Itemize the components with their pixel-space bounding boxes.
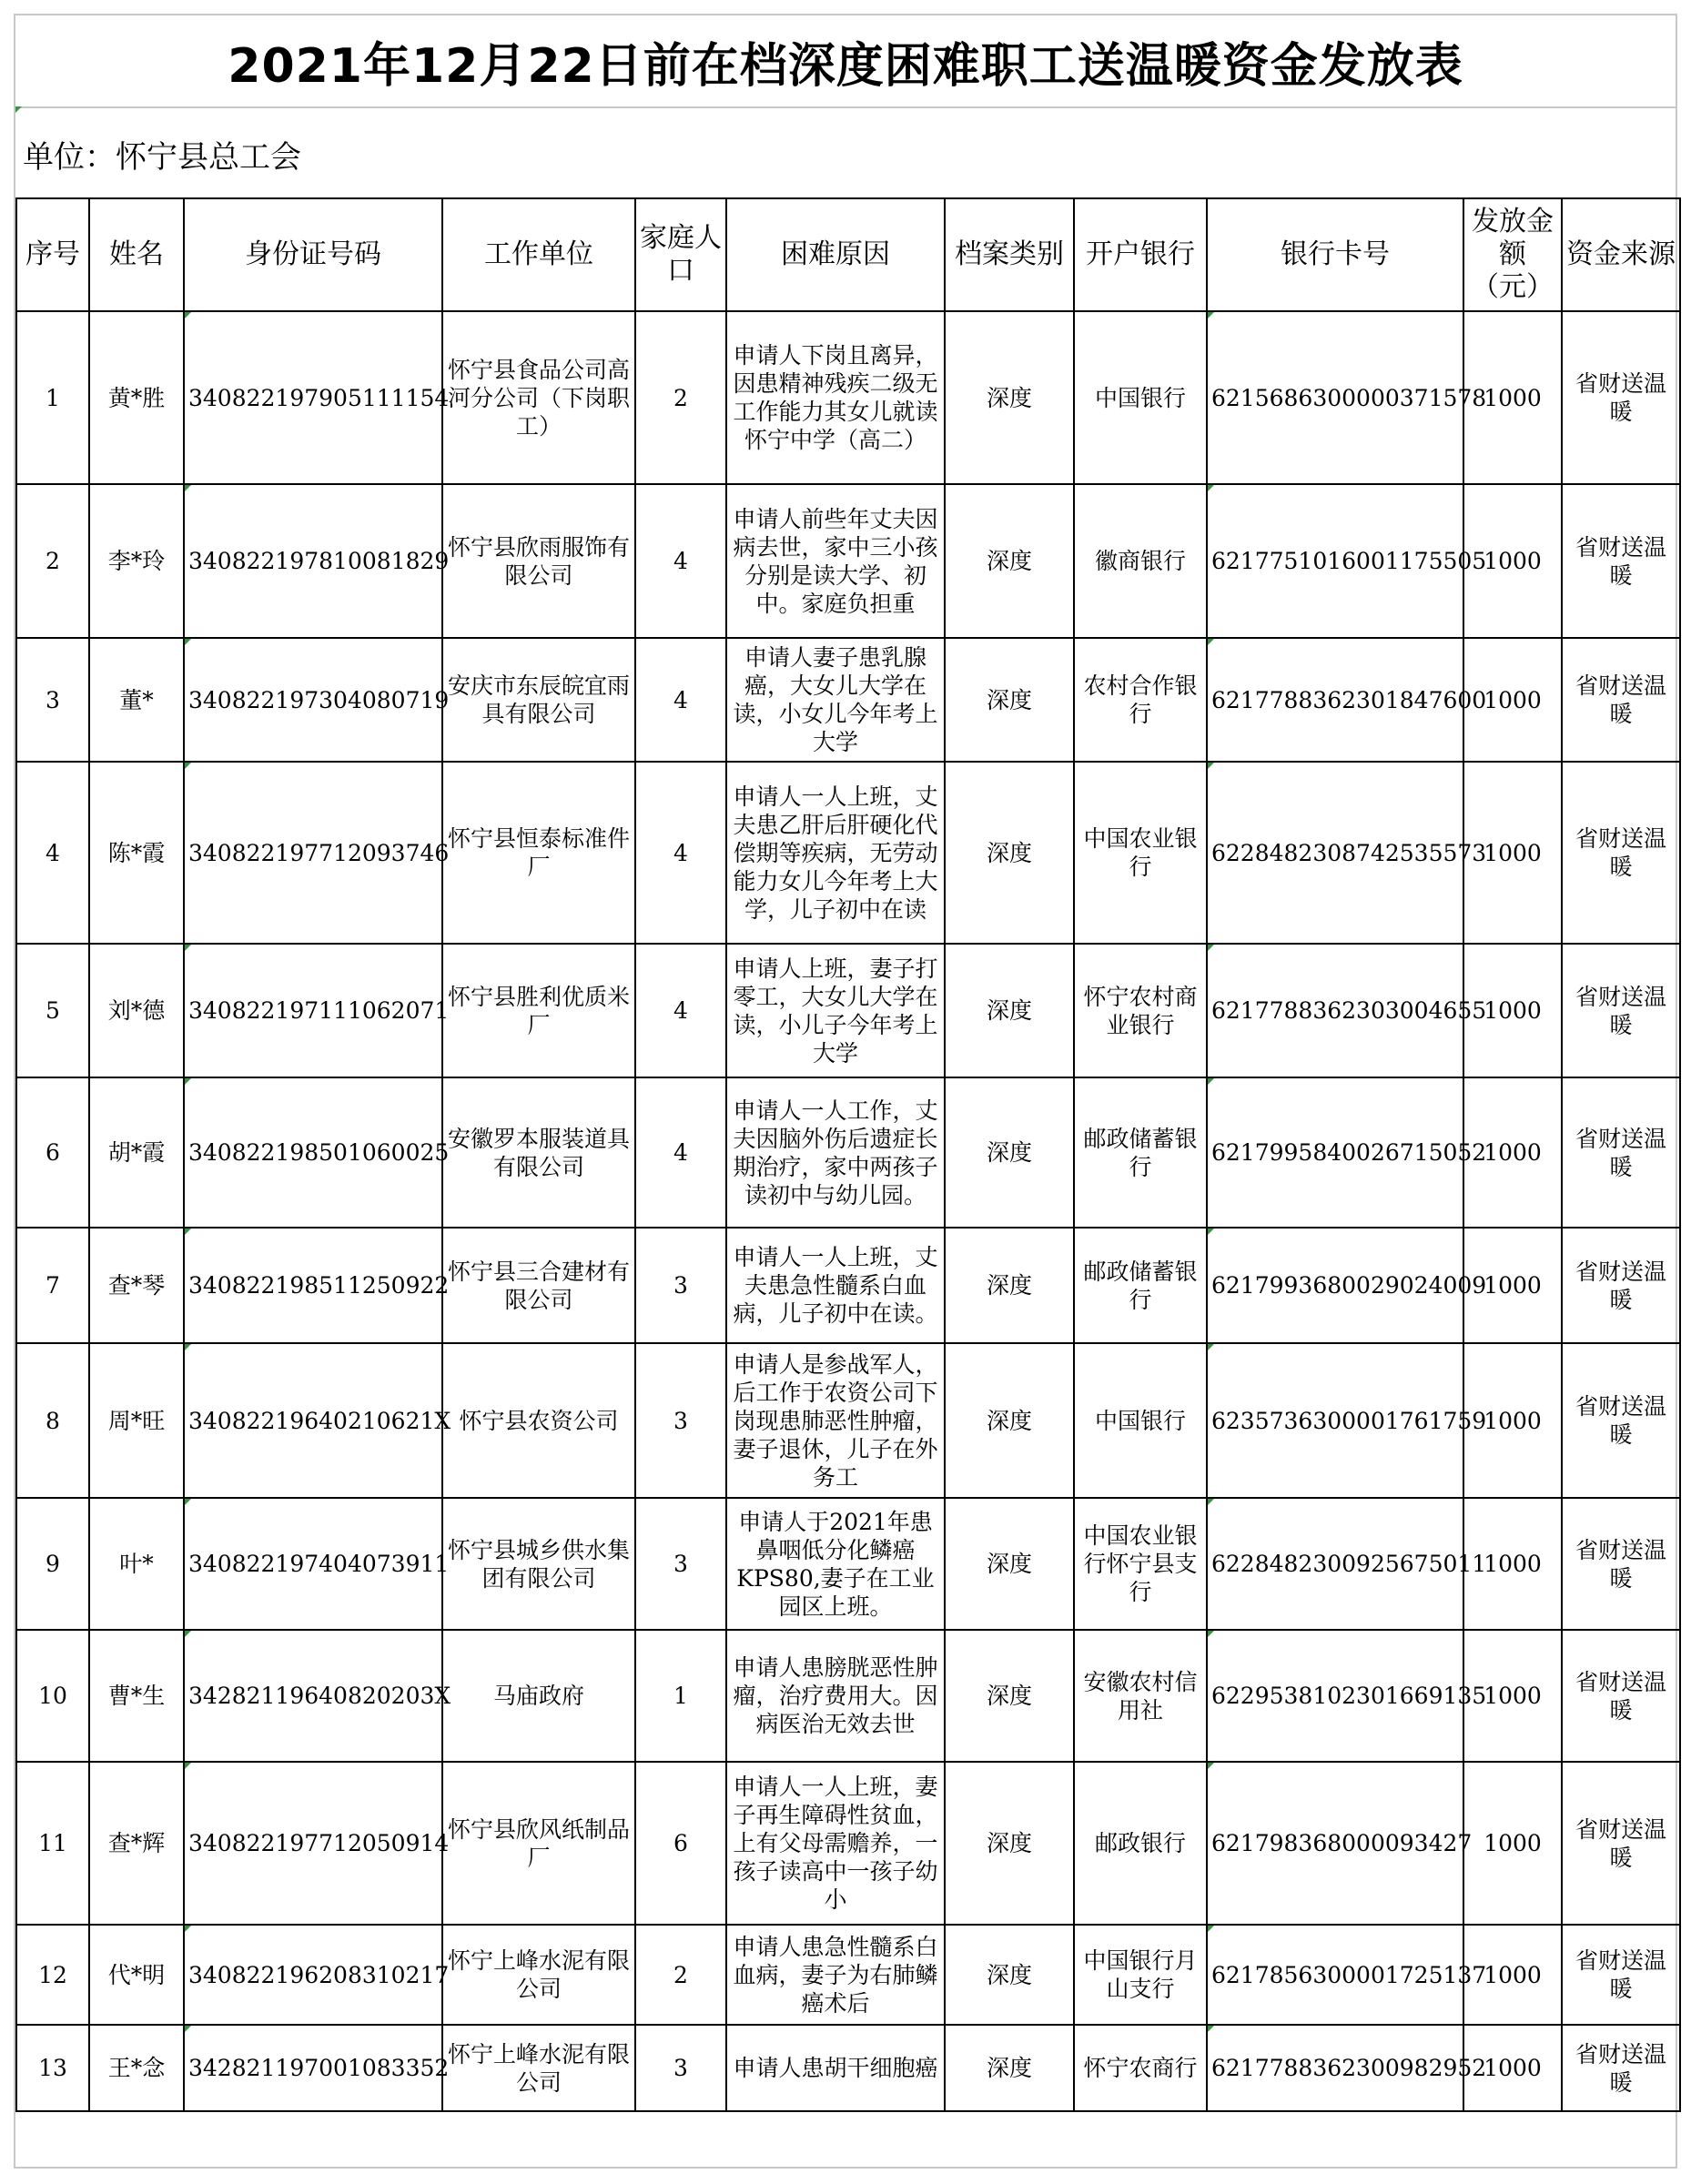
header-work-unit: 工作单位 — [442, 198, 635, 311]
table-row — [16, 1343, 1680, 1498]
cell-source: 省财送温暖 — [1562, 762, 1680, 944]
cell-index: 12 — [16, 1925, 89, 2025]
cell-card-number: 6217993680029024009 — [1207, 1228, 1463, 1343]
cell-card-number: 621798368000093427 — [1207, 1762, 1463, 1925]
cell-bank: 中国银行月山支行 — [1074, 1925, 1207, 2025]
cell-index: 13 — [16, 2025, 89, 2111]
cell-index: 1 — [16, 311, 89, 484]
cell-amount: 1000 — [1463, 1077, 1562, 1228]
cell-source: 省财送温暖 — [1562, 1077, 1680, 1228]
cell-work-unit: 怀宁上峰水泥有限公司 — [442, 2025, 635, 2111]
cell-work-unit: 怀宁县食品公司高河分公司（下岗职工） — [442, 311, 635, 484]
cell-bank: 怀宁农商行 — [1074, 2025, 1207, 2111]
cell-family-size: 4 — [635, 762, 726, 944]
cell-name: 叶* — [89, 1498, 184, 1630]
cell-reason: 申请人一人工作，丈夫因脑外伤后遗症长期治疗，家中两孩子读初中与幼儿园。 — [726, 1077, 945, 1228]
cell-id-number: 340822197404073911 — [184, 1498, 442, 1630]
cell-amount: 1000 — [1463, 2025, 1562, 2111]
cell-family-size: 3 — [635, 1228, 726, 1343]
cell-amount: 1000 — [1463, 638, 1562, 762]
cell-source: 省财送温暖 — [1562, 1762, 1680, 1925]
header-id-number: 身份证号码 — [184, 198, 442, 311]
header-name: 姓名 — [89, 198, 184, 311]
cell-index: 5 — [16, 944, 89, 1077]
cell-family-size: 3 — [635, 1498, 726, 1630]
table-row — [16, 311, 1680, 484]
cell-work-unit: 怀宁县胜利优质米厂 — [442, 944, 635, 1077]
cell-amount: 1000 — [1463, 484, 1562, 638]
cell-category: 深度 — [945, 944, 1074, 1077]
cell-name: 李*玲 — [89, 484, 184, 638]
table-row — [16, 1630, 1680, 1762]
document-sheet — [14, 14, 1677, 2169]
cell-reason: 申请人患膀胱恶性肿瘤，治疗费用大。因病医治无效去世 — [726, 1630, 945, 1762]
cell-name: 查*辉 — [89, 1762, 184, 1925]
cell-id-number: 340822197712050914 — [184, 1762, 442, 1925]
cell-family-size: 1 — [635, 1630, 726, 1762]
cell-reason: 申请人上班，妻子打零工，大女儿大学在读，小儿子今年考上大学 — [726, 944, 945, 1077]
cell-index: 9 — [16, 1498, 89, 1630]
cell-card-number: 6217995840026715052 — [1207, 1077, 1463, 1228]
cell-reason: 申请人一人上班，妻子再生障碍性贫血，上有父母需赡养，一孩子读高中一孩子幼小 — [726, 1762, 945, 1925]
cell-category: 深度 — [945, 1498, 1074, 1630]
header-family-size: 家庭人口 — [635, 198, 726, 311]
table-row — [16, 484, 1680, 638]
header-source: 资金来源 — [1562, 198, 1680, 311]
cell-name: 黄*胜 — [89, 311, 184, 484]
cell-work-unit: 怀宁县农资公司 — [442, 1343, 635, 1498]
cell-work-unit: 怀宁县恒泰标准件厂 — [442, 762, 635, 944]
header-bank: 开户银行 — [1074, 198, 1207, 311]
cell-card-number: 6217856300001725137 — [1207, 1925, 1463, 2025]
cell-work-unit: 安庆市东辰皖宜雨具有限公司 — [442, 638, 635, 762]
cell-family-size: 4 — [635, 1077, 726, 1228]
cell-card-number: 6229538102301669135 — [1207, 1630, 1463, 1762]
cell-id-number: 34082219640210621X — [184, 1343, 442, 1498]
cell-family-size: 2 — [635, 1925, 726, 2025]
cell-id-number: 340822198511250922 — [184, 1228, 442, 1343]
table-row — [16, 2025, 1680, 2111]
cell-category: 深度 — [945, 1925, 1074, 2025]
cell-family-size: 4 — [635, 638, 726, 762]
cell-bank: 中国银行 — [1074, 311, 1207, 484]
cell-source: 省财送温暖 — [1562, 1228, 1680, 1343]
cell-work-unit: 怀宁县三合建材有限公司 — [442, 1228, 635, 1343]
cell-source: 省财送温暖 — [1562, 1630, 1680, 1762]
header-amount: 发放金额（元） — [1463, 198, 1562, 311]
cell-source: 省财送温暖 — [1562, 2025, 1680, 2111]
table-row — [16, 1077, 1680, 1228]
cell-bank: 安徽农村信用社 — [1074, 1630, 1207, 1762]
cell-category: 深度 — [945, 1630, 1074, 1762]
cell-amount: 1000 — [1463, 944, 1562, 1077]
cell-family-size: 2 — [635, 311, 726, 484]
cell-reason: 申请人患急性髓系白血病，妻子为右肺鳞癌术后 — [726, 1925, 945, 2025]
cell-source: 省财送温暖 — [1562, 638, 1680, 762]
header-reason: 困难原因 — [726, 198, 945, 311]
cell-reason: 申请人一人上班，丈夫患乙肝后肝硬化代偿期等疾病，无劳动能力女儿今年考上大学，儿子初中在读 — [726, 762, 945, 944]
cell-category: 深度 — [945, 484, 1074, 638]
cell-card-number: 6215686300000371578 — [1207, 311, 1463, 484]
cell-card-number: 6235736300001761759 — [1207, 1343, 1463, 1498]
header-card-number: 银行卡号 — [1207, 198, 1463, 311]
cell-category: 深度 — [945, 1228, 1074, 1343]
cell-name: 曹*生 — [89, 1630, 184, 1762]
cell-category: 深度 — [945, 2025, 1074, 2111]
cell-work-unit: 怀宁上峰水泥有限公司 — [442, 1925, 635, 2025]
cell-bank: 中国农业银行 — [1074, 762, 1207, 944]
cell-index: 7 — [16, 1228, 89, 1343]
cell-name: 胡*霞 — [89, 1077, 184, 1228]
cell-family-size: 3 — [635, 1343, 726, 1498]
cell-source: 省财送温暖 — [1562, 944, 1680, 1077]
cell-index: 10 — [16, 1630, 89, 1762]
cell-category: 深度 — [945, 311, 1074, 484]
cell-category: 深度 — [945, 762, 1074, 944]
document-title: 2021年12月22日前在档深度困难职工送温暖资金发放表 — [15, 15, 1676, 108]
cell-category: 深度 — [945, 1762, 1074, 1925]
table-row — [16, 1762, 1680, 1925]
cell-card-number: 6228482308742535573 — [1207, 762, 1463, 944]
cell-family-size: 6 — [635, 1762, 726, 1925]
cell-work-unit: 马庙政府 — [442, 1630, 635, 1762]
cell-bank: 邮政银行 — [1074, 1762, 1207, 1925]
header-index: 序号 — [16, 198, 89, 311]
cell-id-number: 342821197001083352 — [184, 2025, 442, 2111]
cell-category: 深度 — [945, 1343, 1074, 1498]
table-row — [16, 638, 1680, 762]
cell-amount: 1000 — [1463, 311, 1562, 484]
cell-card-number: 6217788362303004655 — [1207, 944, 1463, 1077]
cell-name: 查*琴 — [89, 1228, 184, 1343]
table-row — [16, 1498, 1680, 1630]
cell-index: 8 — [16, 1343, 89, 1498]
cell-reason: 申请人患胡干细胞癌 — [726, 2025, 945, 2111]
cell-work-unit: 怀宁县城乡供水集团有限公司 — [442, 1498, 635, 1630]
cell-reason: 申请人是参战军人，后工作于农资公司下岗现患肺恶性肿瘤，妻子退休，儿子在外务工 — [726, 1343, 945, 1498]
cell-marker — [15, 106, 22, 113]
unit-label: 单位：怀宁县总工会 — [23, 139, 301, 176]
cell-id-number: 340822197810081829 — [184, 484, 442, 638]
cell-index: 6 — [16, 1077, 89, 1228]
cell-bank: 中国银行 — [1074, 1343, 1207, 1498]
cell-bank: 农村合作银行 — [1074, 638, 1207, 762]
cell-family-size: 4 — [635, 944, 726, 1077]
cell-work-unit: 怀宁县欣风纸制品厂 — [442, 1762, 635, 1925]
cell-amount: 1000 — [1463, 1925, 1562, 2025]
cell-index: 2 — [16, 484, 89, 638]
cell-id-number: 340822197905111154 — [184, 311, 442, 484]
cell-index: 11 — [16, 1762, 89, 1925]
cell-category: 深度 — [945, 638, 1074, 762]
cell-index: 4 — [16, 762, 89, 944]
header-row — [16, 198, 1680, 311]
cell-reason: 申请人下岗且离异，因患精神残疾二级无工作能力其女儿就读怀宁中学（高二） — [726, 311, 945, 484]
cell-bank: 徽商银行 — [1074, 484, 1207, 638]
cell-source: 省财送温暖 — [1562, 1343, 1680, 1498]
cell-source: 省财送温暖 — [1562, 1498, 1680, 1630]
cell-bank: 怀宁农村商业银行 — [1074, 944, 1207, 1077]
cell-amount: 1000 — [1463, 1498, 1562, 1630]
cell-amount: 1000 — [1463, 1343, 1562, 1498]
cell-id-number: 340822198501060025 — [184, 1077, 442, 1228]
cell-source: 省财送温暖 — [1562, 484, 1680, 638]
cell-source: 省财送温暖 — [1562, 1925, 1680, 2025]
cell-bank: 邮政储蓄银行 — [1074, 1228, 1207, 1343]
cell-id-number: 340822197712093746 — [184, 762, 442, 944]
cell-family-size: 4 — [635, 484, 726, 638]
cell-name: 刘*德 — [89, 944, 184, 1077]
cell-reason: 申请人一人上班，丈夫患急性髓系白血病，儿子初中在读。 — [726, 1228, 945, 1343]
cell-id-number: 340822196208310217 — [184, 1925, 442, 2025]
cell-name: 代*明 — [89, 1925, 184, 2025]
cell-index: 3 — [16, 638, 89, 762]
cell-card-number: 6217751016001175505 — [1207, 484, 1463, 638]
cell-category: 深度 — [945, 1077, 1074, 1228]
cell-name: 董* — [89, 638, 184, 762]
cell-reason: 申请人妻子患乳腺癌，大女儿大学在读，小女儿今年考上大学 — [726, 638, 945, 762]
cell-source: 省财送温暖 — [1562, 311, 1680, 484]
cell-bank: 中国农业银行怀宁县支行 — [1074, 1498, 1207, 1630]
cell-amount: 1000 — [1463, 762, 1562, 944]
header-category: 档案类别 — [945, 198, 1074, 311]
cell-name: 陈*霞 — [89, 762, 184, 944]
cell-amount: 1000 — [1463, 1228, 1562, 1343]
cell-id-number: 34282119640820203X — [184, 1630, 442, 1762]
table-row — [16, 944, 1680, 1077]
cell-name: 王*念 — [89, 2025, 184, 2111]
cell-name: 周*旺 — [89, 1343, 184, 1498]
cell-reason: 申请人前些年丈夫因病去世，家中三小孩分别是读大学、初中。家庭负担重 — [726, 484, 945, 638]
cell-work-unit: 安徽罗本服装道具有限公司 — [442, 1077, 635, 1228]
cell-id-number: 340822197304080719 — [184, 638, 442, 762]
table-row — [16, 1228, 1680, 1343]
cell-amount: 1000 — [1463, 1630, 1562, 1762]
allowance-table — [15, 197, 1681, 2112]
cell-card-number: 6217788362301847600 — [1207, 638, 1463, 762]
cell-card-number: 6217788362300982952 — [1207, 2025, 1463, 2111]
cell-amount: 1000 — [1463, 1762, 1562, 1925]
cell-bank: 邮政储蓄银行 — [1074, 1077, 1207, 1228]
table-row — [16, 1925, 1680, 2025]
cell-reason: 申请人于2021年患鼻咽低分化鳞癌KPS80,妻子在工业园区上班。 — [726, 1498, 945, 1630]
cell-family-size: 3 — [635, 2025, 726, 2111]
cell-id-number: 340822197111062071 — [184, 944, 442, 1077]
cell-work-unit: 怀宁县欣雨服饰有限公司 — [442, 484, 635, 638]
table-row — [16, 762, 1680, 944]
cell-card-number: 6228482300925675011 — [1207, 1498, 1463, 1630]
